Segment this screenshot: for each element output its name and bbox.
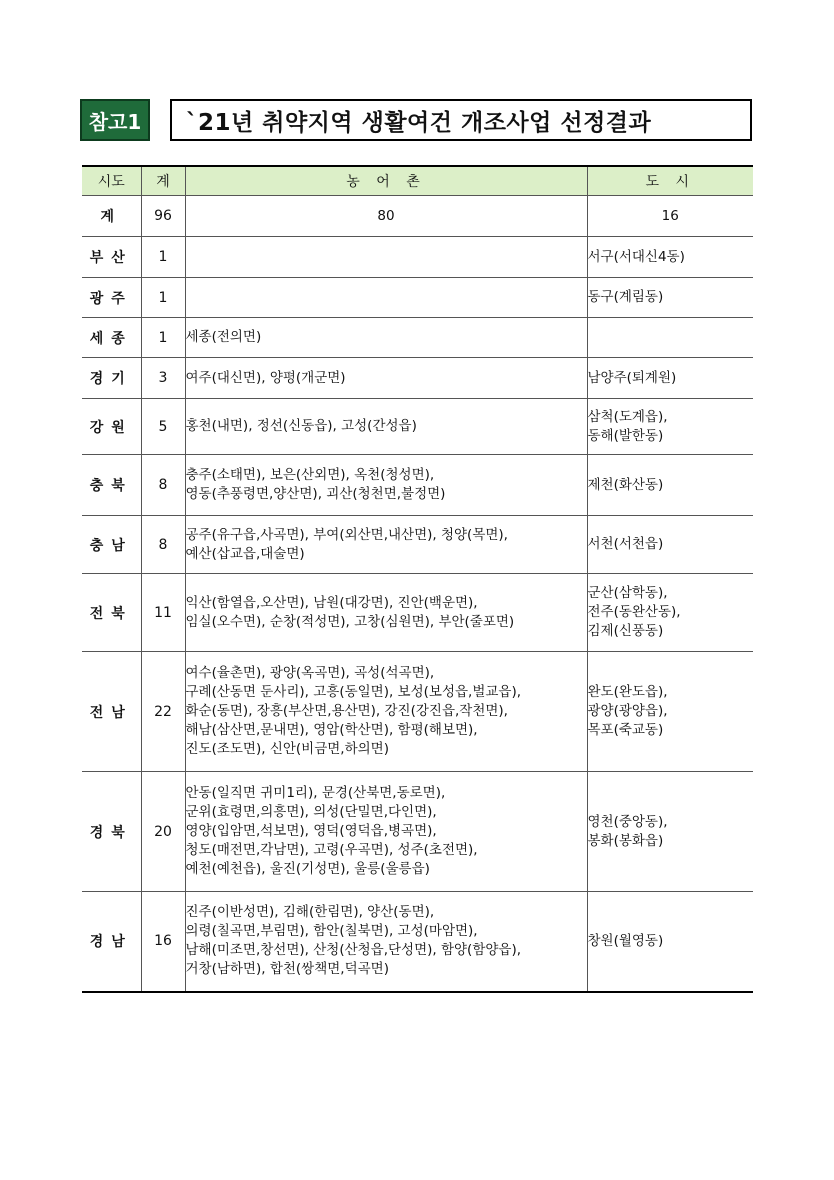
document-title: `21년 취약지역 생활여건 개조사업 선정결과 <box>170 99 752 141</box>
selection-results-table <box>82 165 753 993</box>
rural-site-line: 영동(추풍령면,양산면), 괴산(청천면,불정면) <box>185 486 446 502</box>
total-count: 96 <box>141 196 185 237</box>
city-site-line: 동해(발한동) <box>587 427 664 444</box>
rural-sites <box>185 574 587 652</box>
table-row <box>82 652 753 772</box>
rural-sites <box>185 318 587 358</box>
region-count: 16 <box>141 892 185 992</box>
city-sites <box>587 652 753 772</box>
region-name: 세종 <box>82 318 141 358</box>
city-site-line: 남양주(퇴계원) <box>587 369 677 386</box>
city-site-line: 창원(월영동) <box>587 932 664 949</box>
region-name: 부산 <box>82 237 141 278</box>
city-sites <box>587 455 753 516</box>
rural-site-line: 청도(매전면,각남면), 고령(우곡면), 성주(초전면), <box>185 842 478 858</box>
column-header-city-label: 도 시 <box>645 174 695 190</box>
total-row <box>82 196 753 237</box>
total-city-count: 16 <box>587 196 753 237</box>
city-site-line: 광양(광양읍), <box>587 703 668 719</box>
rural-sites <box>185 772 587 892</box>
city-site-line: 봉화(봉화읍) <box>587 832 664 849</box>
table-row <box>82 278 753 318</box>
city-site-line: 서구(서대신4동) <box>587 248 685 265</box>
total-rural-count: 80 <box>185 196 587 237</box>
rural-sites <box>185 278 587 318</box>
table-row <box>82 399 753 455</box>
table-row <box>82 237 753 278</box>
rural-sites <box>185 237 587 278</box>
rural-site-line: 화순(동면), 장흥(부산면,용산면), 강진(강진읍,작천면), <box>185 703 508 719</box>
city-sites <box>587 237 753 278</box>
rural-site-line: 임실(오수면), 순창(적성면), 고창(심원면), 부안(줄포면) <box>185 613 515 630</box>
city-sites <box>587 574 753 652</box>
region-count: 1 <box>141 237 185 278</box>
table-row <box>82 772 753 892</box>
city-sites <box>587 358 753 399</box>
city-site-line: 삼척(도계읍), <box>587 408 668 425</box>
region-count: 11 <box>141 574 185 652</box>
city-site-line: 영천(중앙동), <box>587 813 668 830</box>
column-header-rural <box>185 166 587 196</box>
region-count: 3 <box>141 358 185 399</box>
rural-site-line: 여주(대신면), 양평(개군면) <box>185 369 346 386</box>
column-header-province: 시도 <box>82 166 141 196</box>
rural-site-line: 예천(예천읍), 울진(기성면), 울릉(울릉읍) <box>185 861 430 877</box>
city-sites <box>587 278 753 318</box>
table-row <box>82 574 753 652</box>
table-body <box>82 166 753 992</box>
rural-sites <box>185 892 587 992</box>
rural-sites <box>185 455 587 516</box>
rural-sites <box>185 516 587 574</box>
region-count: 22 <box>141 652 185 772</box>
header-row <box>82 166 753 196</box>
region-count: 1 <box>141 318 185 358</box>
rural-site-line: 거창(남하면), 합천(쌍책면,덕곡면) <box>185 961 389 978</box>
region-name: 경북 <box>82 772 141 892</box>
document-header <box>80 99 752 141</box>
rural-site-line: 영양(입암면,석보면), 영덕(영덕읍,병곡면), <box>185 823 437 839</box>
city-sites <box>587 892 753 992</box>
region-name: 전북 <box>82 574 141 652</box>
region-count: 20 <box>141 772 185 892</box>
city-site-line: 동구(계림동) <box>587 289 664 305</box>
region-name: 강원 <box>82 399 141 455</box>
rural-site-line: 공주(유구읍,사곡면), 부여(외산면,내산면), 청양(목면), <box>185 526 508 543</box>
city-site-line: 완도(완도읍), <box>587 684 668 700</box>
city-sites <box>587 516 753 574</box>
rural-site-line: 충주(소태면), 보은(산외면), 옥천(청성면), <box>185 467 435 483</box>
region-name: 충남 <box>82 516 141 574</box>
rural-site-line: 익산(함열읍,오산면), 남원(대강면), 진안(백운면), <box>185 594 478 611</box>
city-sites <box>587 399 753 455</box>
table-row <box>82 318 753 358</box>
column-header-rural-label: 농 어 촌 <box>346 174 426 190</box>
rural-site-line: 해남(삼산면,문내면), 영암(학산면), 함평(해보면), <box>185 722 478 738</box>
region-count: 8 <box>141 516 185 574</box>
rural-site-line: 진도(조도면), 신안(비금면,하의면) <box>185 741 389 757</box>
rural-site-line: 진주(이반성면), 김해(한림면), 양산(동면), <box>185 904 435 921</box>
city-site-line: 전주(동완산동), <box>587 604 681 620</box>
region-name: 경남 <box>82 892 141 992</box>
city-sites <box>587 772 753 892</box>
city-site-line: 목포(죽교동) <box>587 722 664 738</box>
region-count: 5 <box>141 399 185 455</box>
rural-sites <box>185 652 587 772</box>
reference-badge: 참고1 <box>80 99 150 141</box>
rural-sites <box>185 399 587 455</box>
rural-site-line: 세종(전의면) <box>185 329 262 345</box>
region-name: 광주 <box>82 278 141 318</box>
rural-site-line: 의령(칠곡면,부림면), 함안(칠북면), 고성(마암면), <box>185 923 478 940</box>
column-header-city <box>587 166 753 196</box>
rural-site-line: 구례(산동면 둔사리), 고흥(동일면), 보성(보성읍,벌교읍), <box>185 684 522 700</box>
city-site-line: 군산(삼학동), <box>587 585 668 601</box>
table-row <box>82 455 753 516</box>
city-site-line: 김제(신풍동) <box>587 623 664 639</box>
region-name: 전남 <box>82 652 141 772</box>
total-region-label: 계 <box>82 196 141 237</box>
region-count: 8 <box>141 455 185 516</box>
city-site-line: 서천(서천읍) <box>587 536 664 552</box>
rural-sites <box>185 358 587 399</box>
rural-site-line: 남해(미조면,창선면), 산청(산청읍,단성면), 함양(함양읍), <box>185 942 522 959</box>
column-header-total: 계 <box>141 166 185 196</box>
rural-site-line: 군위(효령면,의흥면), 의성(단밀면,다인면), <box>185 804 437 820</box>
region-count: 1 <box>141 278 185 318</box>
rural-site-line: 예산(삽교읍,대술면) <box>185 545 305 562</box>
table-row <box>82 358 753 399</box>
city-site-line: 제천(화산동) <box>587 476 664 493</box>
rural-site-line: 홍천(내면), 정선(신동읍), 고성(간성읍) <box>185 418 417 434</box>
rural-site-line: 안동(일직면 귀미1리), 문경(산북면,동로면), <box>185 785 446 801</box>
city-sites <box>587 318 753 358</box>
region-name: 충북 <box>82 455 141 516</box>
rural-site-line: 여수(율촌면), 광양(옥곡면), 곡성(석곡면), <box>185 665 435 681</box>
table-row <box>82 516 753 574</box>
table-row <box>82 892 753 992</box>
region-name: 경기 <box>82 358 141 399</box>
